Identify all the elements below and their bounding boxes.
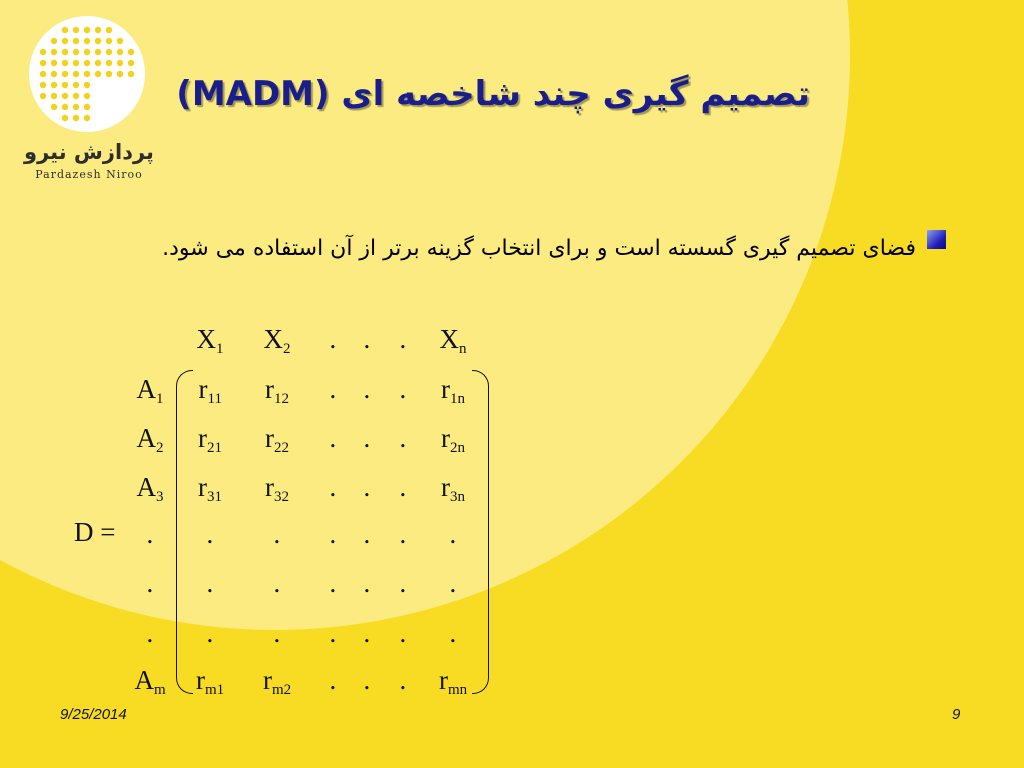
- matrix-cell: .: [399, 618, 407, 648]
- matrix-column-header: $X_2$: [263, 324, 291, 357]
- matrix-cell: .: [363, 618, 371, 648]
- matrix-cell: .: [206, 519, 214, 549]
- matrix-cell: .: [449, 568, 457, 598]
- matrix-label: D =: [74, 517, 116, 547]
- bullet-text: فضای تصمیم گیری گسسته است و برای انتخاب گزینه برتر از آن استفاده می شود.: [162, 236, 916, 261]
- matrix-cell: .: [329, 374, 337, 404]
- logo-brand-text: پردازش نیرو: [24, 140, 154, 164]
- matrix-column-header: $X_n$: [439, 324, 467, 357]
- matrix-cell: .: [329, 618, 337, 648]
- matrix-row-label: .: [146, 519, 154, 549]
- matrix-column-header: .: [363, 324, 371, 354]
- matrix-cell: .: [329, 665, 337, 695]
- matrix-column-header: .: [329, 324, 337, 354]
- matrix-cell: .: [399, 374, 407, 404]
- matrix-cell: .: [363, 568, 371, 598]
- matrix-left-bracket: [176, 370, 193, 694]
- matrix-cell: $r_{12}$: [265, 374, 289, 407]
- matrix-cell: $r_{m1}$: [196, 665, 225, 698]
- matrix-cell: .: [329, 472, 337, 502]
- matrix-cell: .: [206, 568, 214, 598]
- matrix-cell: $r_{31}$: [198, 472, 222, 505]
- matrix-column-header: $X_1$: [196, 324, 224, 357]
- matrix-cell: .: [399, 519, 407, 549]
- matrix-cell: .: [399, 472, 407, 502]
- matrix-cell: .: [273, 618, 281, 648]
- matrix-right-bracket: [472, 370, 489, 694]
- matrix-cell: $r_{mn}$: [439, 665, 468, 698]
- matrix-cell: .: [329, 519, 337, 549]
- matrix-row-label: $A_3$: [136, 472, 164, 505]
- matrix-cell: .: [206, 618, 214, 648]
- matrix-cell: $r_{11}$: [198, 374, 222, 407]
- matrix-cell: $r_{21}$: [198, 423, 222, 456]
- matrix-cell: .: [449, 519, 457, 549]
- matrix-cell: .: [363, 423, 371, 453]
- matrix-row-label: .: [146, 568, 154, 598]
- matrix-cell: .: [273, 568, 281, 598]
- matrix-column-header: .: [399, 324, 407, 354]
- matrix-cell: .: [399, 423, 407, 453]
- matrix-cell: .: [329, 568, 337, 598]
- footer-page-number: 9: [952, 706, 961, 723]
- footer-date: 9/25/2014: [60, 706, 127, 723]
- matrix-cell: .: [273, 519, 281, 549]
- matrix-cell: .: [363, 665, 371, 695]
- matrix-cell: .: [399, 568, 407, 598]
- matrix-cell: $r_{3n}$: [441, 472, 465, 505]
- matrix-cell: $r_{2n}$: [441, 423, 465, 456]
- matrix-cell: .: [363, 519, 371, 549]
- matrix-cell: $r_{22}$: [265, 423, 289, 456]
- matrix-cell: .: [449, 618, 457, 648]
- matrix-row-label: $A_1$: [136, 374, 164, 407]
- logo-brand-latin: Pardazesh Niroo: [35, 168, 143, 181]
- matrix-row-label: .: [146, 618, 154, 648]
- matrix-cell: .: [363, 472, 371, 502]
- matrix-row-label: $A_2$: [136, 423, 164, 456]
- matrix-cell: .: [399, 665, 407, 695]
- matrix-cell: .: [363, 374, 371, 404]
- matrix-cell: $r_{32}$: [265, 472, 289, 505]
- matrix-row-label: $A_m$: [134, 665, 166, 698]
- matrix-cell: .: [329, 423, 337, 453]
- matrix-cell: $r_{m2}$: [263, 665, 292, 698]
- slide-title: تصمیم گیری چند شاخصه ای (MADM): [176, 74, 810, 114]
- matrix-cell: $r_{1n}$: [441, 374, 465, 407]
